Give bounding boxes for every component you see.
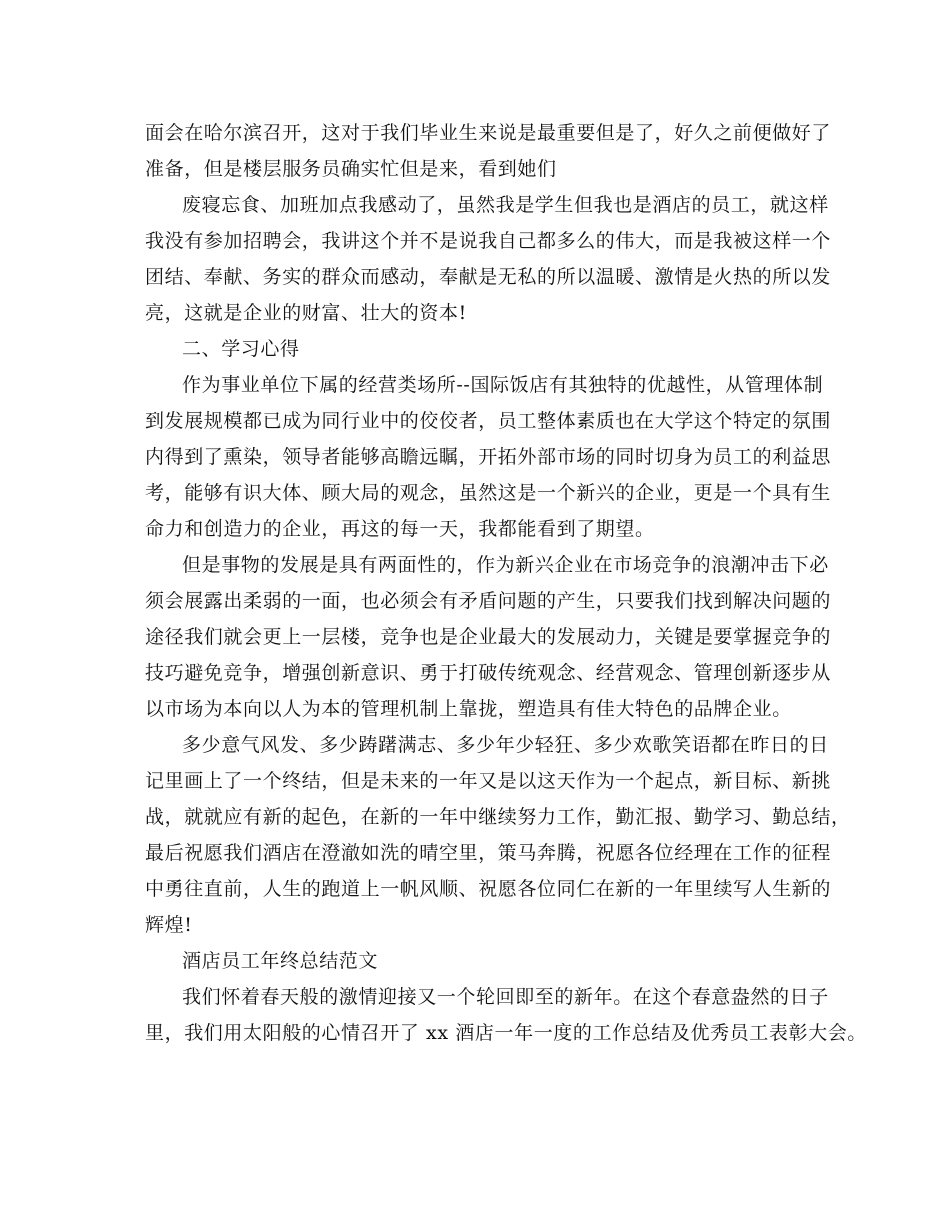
text-line: 中勇往直前，人生的跑道上一帆风顺、祝愿各位同仁在新的一年里续写人生新的: [145, 878, 832, 900]
paragraph-start-line: 作为事业单位下属的经营类场所--国际饭店有其独特的优越性，从管理体制: [182, 374, 824, 396]
text-line: 途径我们就会更上一层楼，竞争也是企业最大的发展动力，关键是要掌握竞争的: [145, 626, 832, 648]
section-title: 酒店员工年终总结范文: [182, 950, 379, 972]
section-heading: 二、学习心得: [182, 338, 300, 360]
text-line: 内得到了熏染，领导者能够高瞻远瞩，开拓外部市场的同时切身为员工的利益思: [145, 446, 832, 468]
document-page: [145, 115, 867, 1051]
text-line: 里，我们用太阳般的心情召开了 xx 酒店一年一度的工作总结及优秀员工表彰大会。: [145, 1022, 867, 1044]
text-line: 面会在哈尔滨召开，这对于我们毕业生来说是最重要但是了，好久之前便做好了: [145, 122, 832, 144]
text-line: 考，能够有识大体、顾大局的观念，虽然这是一个新兴的企业，更是一个具有生: [145, 482, 832, 504]
paragraph-start-line: 多少意气风发、多少踌躇满志、多少年少轻狂、多少欢歌笑语都在昨日的日: [182, 734, 829, 756]
text-line: 战，就就应有新的起色，在新的一年中继续努力工作，勤汇报、勤学习、勤总结，: [145, 806, 851, 828]
text-line: 团结、奉献、务实的群众而感动，奉献是无私的所以温暖、激情是火热的所以发: [145, 266, 832, 288]
text-line: 最后祝愿我们酒店在澄澈如洗的晴空里，策马奔腾，祝愿各位经理在工作的征程: [145, 842, 832, 864]
text-line: 辉煌!: [145, 914, 193, 936]
text-line: 准备，但是楼层服务员确实忙但是来，看到她们: [145, 158, 557, 180]
text-line: 以市场为本向以人为本的管理机制上靠拢，塑造具有佳大特色的品牌企业。: [145, 698, 792, 720]
text-line: 命力和创造力的企业，再这的每一天，我都能看到了期望。: [145, 518, 655, 540]
text-line: 亮，这就是企业的财富、壮大的资本!: [145, 302, 467, 324]
text-line: 须会展露出柔弱的一面，也必须会有矛盾问题的产生，只要我们找到解决问题的: [145, 590, 832, 612]
text-line: 我没有参加招聘会，我讲这个并不是说我自己都多么的伟大，而是我被这样一个: [145, 230, 832, 252]
text-line: 记里画上了一个终结，但是未来的一年又是以这天作为一个起点，新目标、新挑: [145, 770, 832, 792]
paragraph-start-line: 我们怀着春天般的激情迎接又一个轮回即至的新年。在这个春意盎然的日子: [182, 986, 829, 1008]
paragraph-start-line: 废寝忘食、加班加点我感动了，虽然我是学生但我也是酒店的员工，就这样: [182, 194, 829, 216]
paragraph-start-line: 但是事物的发展是具有两面性的，作为新兴企业在市场竞争的浪潮冲击下必: [182, 554, 829, 576]
text-line: 到发展规模都已成为同行业中的佼佼者，员工整体素质也在大学这个特定的氛围: [145, 410, 832, 432]
text-line: 技巧避免竞争，增强创新意识、勇于打破传统观念、经营观念、管理创新逐步从: [145, 662, 832, 684]
